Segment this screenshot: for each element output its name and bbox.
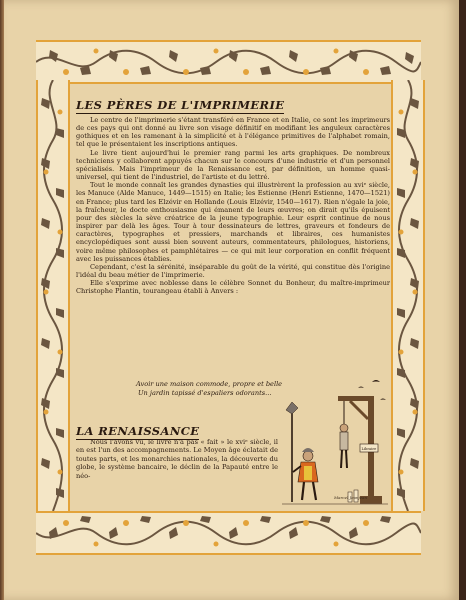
text-frame <box>68 82 389 509</box>
gallows-illustration <box>280 374 390 509</box>
vine-border-top <box>36 40 421 84</box>
vine-border-left <box>36 80 70 511</box>
paragraph: Cependant, c'est la sérénité, inséparable du goût de la vérité, qui constitue dès l'origine l'idéal du beau métier de l'imprimerie. <box>76 262 390 279</box>
poem-line: Un jardin tapissé d'espaliers odorants... <box>138 389 272 397</box>
paragraph: Tout le monde connaît les grandes dynasties qui illustrèrent la profession au xviᵉ siècle, les Manuce (Alde Manuce, 1449—1515) en Italie; les Estienne (Henri Estienne, 1470—1521) en France; plus tard les Elzévir en Hollande (Louis Elzévir, 1540—1617). Rien n'égale la joie, la fraîcheur, le docte enthousiasme qui émanent de leurs œuvres; on dirait qu'ils épuisent pour des siècles la sève créatrice de la jeune typographie. Leur esprit continue de nous inspirer par delà les âges. Tour à tour dessinateurs de lettres, graveurs et fondeurs de caractères, typographes et pressiers, marchands et libraires, ces humanistes encyclopédiques sont aussi bien souvent auteurs, commentateurs, philologues, historiens, voire même philosophes et pamphlétaires — ce qui mit leur corporation en conflit fréquent avec les puissances établies. <box>76 181 390 263</box>
paragraph: Le centre de l'imprimerie s'étant transféré en France et en Italie, ce sont les imprimeurs de ces pays qui ont donné au livre son visage définitif en modifiant les anguleux caractères gothiques et en les ramenant à la simplicité et à l'élégance primitives de l'alphabet romain, tel que le présentaient les inscriptions antiques. <box>76 116 390 149</box>
vine-ornament-right <box>393 80 423 511</box>
paragraph: Nous l'avons vu, le livre n'a pas « fait » le xviᵉ siècle, il en est l'un des accompagnements. Le Moyen âge éclatait de toutes parts, et les monarchies nationales, la découverte du globe, le système bancaire, le déclin de la Papauté entre le néo- <box>76 438 278 480</box>
vine-ornament-top <box>36 42 421 82</box>
gallows-sign-label: Libraire <box>361 447 377 451</box>
vine-ornament-bottom <box>36 513 421 553</box>
vine-border-bottom <box>36 511 421 555</box>
gallows-drawing <box>280 374 390 509</box>
sonnet-quote <box>136 380 296 398</box>
section-heading-renaissance: LA RENAISSANCE <box>76 424 200 438</box>
section-body-peres <box>76 116 390 295</box>
section-body-renaissance <box>76 438 278 480</box>
section-heading-peres: LES PÈRES DE L'IMPRIMERIE <box>76 98 285 112</box>
vine-border-right <box>391 80 425 511</box>
paragraph: Elle s'exprime avec noblesse dans le célèbre Sonnet du Bonheur, du maître-imprimeur Christophe Plantin, tourangeau établi à Anvers : <box>76 279 390 296</box>
vine-ornament-left <box>38 80 68 511</box>
artist-signature: Marcel Jeanjean <box>334 495 368 500</box>
poem-line: Avoir une maison commode, propre et belle <box>136 380 283 388</box>
paragraph: Le livre tient aujourd'hui le premier rang parmi les arts graphiques. De nombreux techniciens y collaborent appuyés chacun sur le concours d'une industrie et d'un personnel spécialisés. Mais l'imprimeur de la Renaissance est, par définition, un homme quasi-universel, qui tient de l'industriel, de l'artiste et du lettré. <box>76 148 390 182</box>
